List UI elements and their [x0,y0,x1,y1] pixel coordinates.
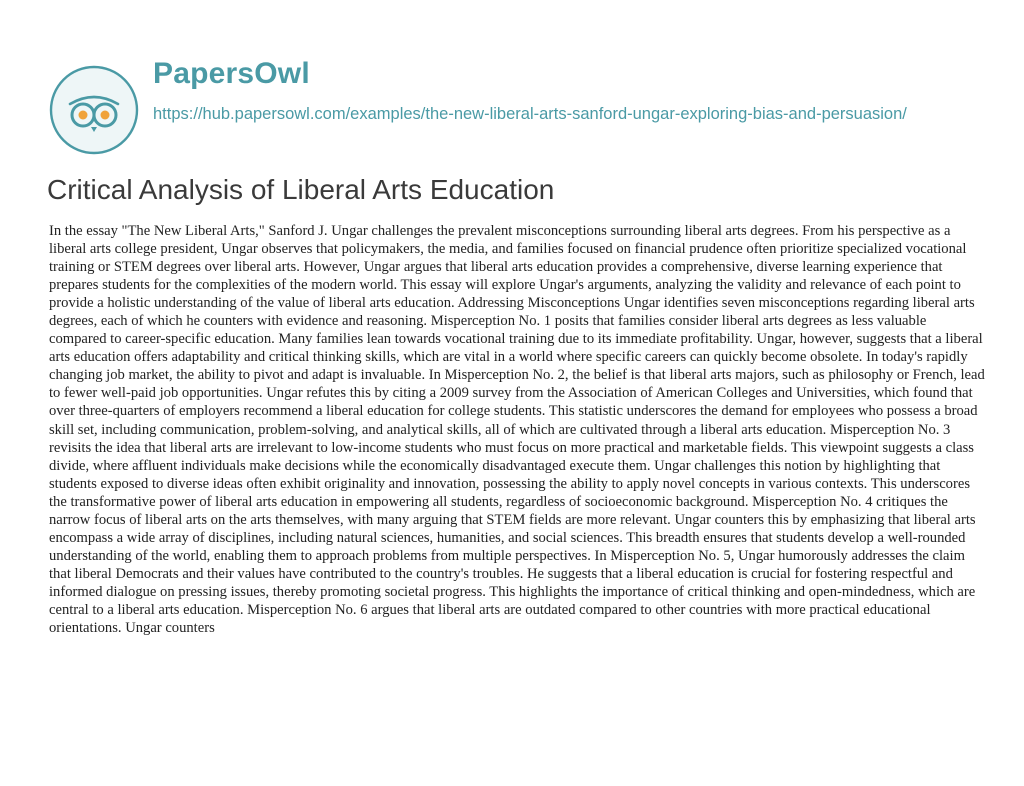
document-title: Critical Analysis of Liberal Arts Education [47,174,555,205]
owl-logo-icon[interactable] [48,64,140,156]
brand-name[interactable]: PapersOwl [153,57,310,90]
site-header [48,48,988,158]
source-url-link[interactable]: https://hub.papersowl.com/examples/the-new-liberal-arts-sanford-ungar-exploring-bias-and-persuasion/ [153,105,907,123]
essay-body-text: In the essay "The New Liberal Arts," Sanford J. Ungar challenges the prevalent misconceptions surrounding liberal arts degrees. From his perspective as a liberal arts college president, Ungar observes that policymakers, the media, and families focused on financial prudence often prioritize specialized vocational training or STEM degrees over liberal arts. However, Ungar argues that liberal arts education provides a comprehensive, diverse learning experience that prepares students for the complexities of the modern world. This essay will explore Ungar's arguments, analyzing the validity and relevance of each point to provide a holistic understanding of the value of liberal arts education. Addressing Misconceptions Ungar identifies seven misconceptions regarding liberal arts degrees, each of which he counters with evidence and reasoning. Misperception No. 1 posits that families consider liberal arts degrees as less valuable compared to career-specific education. Many families lean towards vocational training due to its immediate profitability. Ungar, however, suggests that a liberal arts education offers adaptability and critical thinking skills, which are vital in a world where specific careers can quickly become obsolete. In today's rapidly changing job market, the ability to pivot and adapt is invaluable. In Misperception No. 2, the belief is that liberal arts majors, such as philosophy or French, lead to fewer well-paid job opportunities. Ungar refutes this by citing a 2009 survey from the Association of American Colleges and Universities, which found that over three-quarters of employers recommend a liberal education for college students. This statistic underscores the demand for employees who possess a broad skill set, including communication, problem-solving, and analytical skills, all of which are cultivated through a liberal arts education. Misperception No. 3 revisits the idea that liberal arts are irrelevant to low-income students who must focus on more practical and marketable fields. This viewpoint suggests a class divide, where affluent individuals make decisions while the economically disadvantaged execute them. Ungar challenges this notion by highlighting that students exposed to diverse ideas often exhibit originality and innovation, possessing the ability to apply novel concepts in various contexts. This underscores the transformative power of liberal arts education in empowering all students, regardless of socioeconomic background. Misperception No. 4 critiques the narrow focus of liberal arts on the arts themselves, with many arguing that STEM fields are more relevant. Ungar counters this by emphasizing that liberal arts encompass a wide array of disciplines, including natural sciences, humanities, and social sciences. This breadth ensures that students develop a well-rounded understanding of the world, enabling them to approach problems from multiple perspectives. In Misperception No. 5, Ungar humorously addresses the claim that liberal Democrats and their values have contributed to the country's troubles. He suggests that a liberal education is crucial for fostering respectful and informed dialogue on pressing issues, thereby promoting societal progress. This highlights the importance of critical thinking and open-mindedness, which are central to a liberal arts education. Misperception No. 6 argues that liberal arts are outdated compared to other countries with more practical educational orientations. Ungar counters [49,223,985,637]
